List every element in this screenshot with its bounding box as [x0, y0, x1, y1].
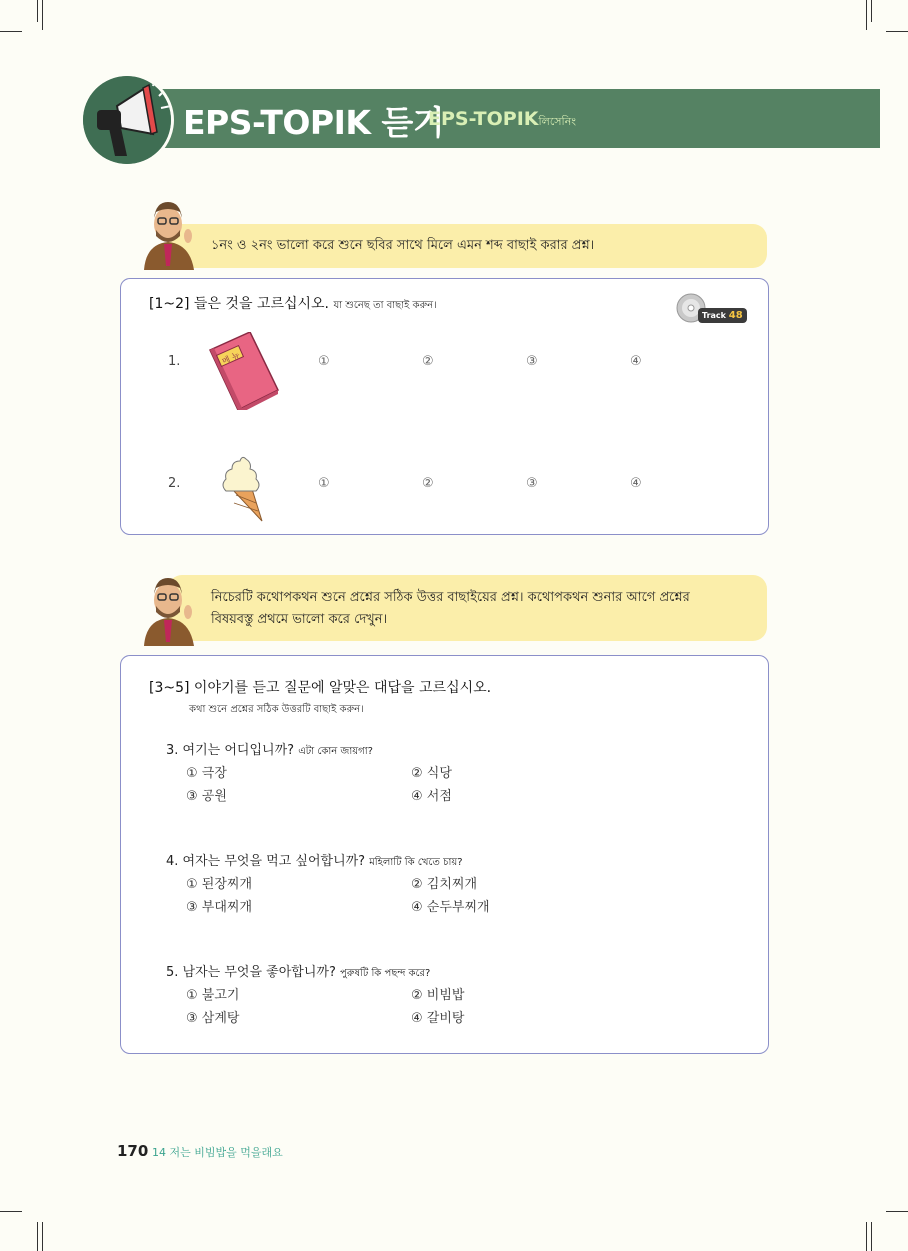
option-1[interactable]: ① — [318, 354, 330, 369]
crop-mark — [42, 1222, 43, 1251]
crop-mark — [42, 0, 43, 30]
section-heading-1-2: [1~2] 들은 것을 고르십시오. যা শুনেছ তা বাছাই করুন। — [149, 296, 437, 312]
option-3[interactable]: ③ — [526, 354, 538, 369]
audio-track[interactable] — [676, 293, 742, 325]
choice-3[interactable]: ③ 삼계탕 — [186, 1011, 240, 1026]
crop-mark — [866, 0, 867, 30]
choice-2[interactable]: ② 김치찌개 — [411, 877, 478, 892]
book-label: 메 뉴 — [220, 350, 242, 367]
ice-cream-image — [218, 455, 268, 527]
chapter-title: 14 저는 비빔밥을 먹을래요 — [152, 1146, 283, 1159]
teacher-illustration — [138, 572, 198, 650]
crop-mark — [871, 0, 872, 22]
teacher-illustration — [138, 196, 198, 274]
choice-4[interactable]: ④ 서점 — [411, 789, 452, 804]
page-number: 170 — [117, 1142, 149, 1160]
choice-4[interactable]: ④ 순두부찌개 — [411, 900, 490, 915]
choice-1[interactable]: ① 된장찌개 — [186, 877, 253, 892]
question-5-prompt: 5. 남자는 무엇을 좋아합니까? পুরুষটি কি পছন্দ করে? — [166, 965, 431, 980]
instruction-text-2b: বিষয়বস্তু প্রথমে ভালো করে দেখুন। — [211, 612, 388, 627]
choice-3[interactable]: ③ 공원 — [186, 789, 227, 804]
instruction-text-1: ১নং ও ২নং ভালো করে শুনে ছবির সাথে মিলে এমন শব্দ বাছাই করার প্রশ্ন। — [211, 238, 595, 253]
section-heading-3-5: [3~5] 이야기를 듣고 질문에 알맞은 대답을 고르십시오. — [149, 680, 492, 696]
menu-book-image — [206, 332, 282, 414]
megaphone-icon — [80, 73, 174, 167]
crop-mark — [871, 1222, 872, 1251]
option-3[interactable]: ③ — [526, 476, 538, 491]
option-2[interactable]: ② — [422, 476, 434, 491]
option-4[interactable]: ④ — [630, 476, 642, 491]
crop-mark — [0, 31, 22, 32]
choice-3[interactable]: ③ 부대찌개 — [186, 900, 253, 915]
page-title: EPS-TOPIK 듣기 — [183, 103, 445, 142]
question-3-prompt: 3. 여기는 어디입니까? এটা কোন জায়গা? — [166, 743, 373, 758]
option-4[interactable]: ④ — [630, 354, 642, 369]
page-subtitle: EPS-TOPIKলিসেনিং — [428, 108, 576, 130]
choice-2[interactable]: ② 비빔밥 — [411, 988, 465, 1003]
option-2[interactable]: ② — [422, 354, 434, 369]
crop-mark — [37, 0, 38, 22]
crop-mark — [886, 31, 908, 32]
crop-mark — [866, 1222, 867, 1251]
instruction-text-2a: নিচেরটি কথোপকথন শুনে প্রশ্নের সঠিক উত্তর বাছাইয়ের প্রশ্ন। কথোপকথন শুনার আগে প্রশ্নের — [211, 590, 690, 605]
crop-mark — [37, 1222, 38, 1251]
choice-1[interactable]: ① 극장 — [186, 766, 227, 781]
section-heading-note: যা শুনেছ তা বাছাই করুন। — [333, 300, 437, 311]
question-number: 1. — [168, 354, 181, 369]
option-1[interactable]: ① — [318, 476, 330, 491]
choice-2[interactable]: ② 식당 — [411, 766, 452, 781]
question-4-prompt: 4. 여자는 무엇을 먹고 싶어합니까? মহিলাটি কি খেতে চায়? — [166, 854, 463, 869]
crop-mark — [0, 1211, 22, 1212]
choice-1[interactable]: ① 불고기 — [186, 988, 240, 1003]
question-number: 2. — [168, 476, 181, 491]
choice-4[interactable]: ④ 갈비탕 — [411, 1011, 465, 1026]
section-heading-note: কথা শুনে প্রশ্নের সঠিক উত্তরটি বাছাই করুন। — [189, 704, 364, 715]
crop-mark — [886, 1211, 908, 1212]
track-badge: Track 48 — [698, 308, 747, 323]
page-subtitle-small: লিসেনিং — [538, 115, 576, 128]
